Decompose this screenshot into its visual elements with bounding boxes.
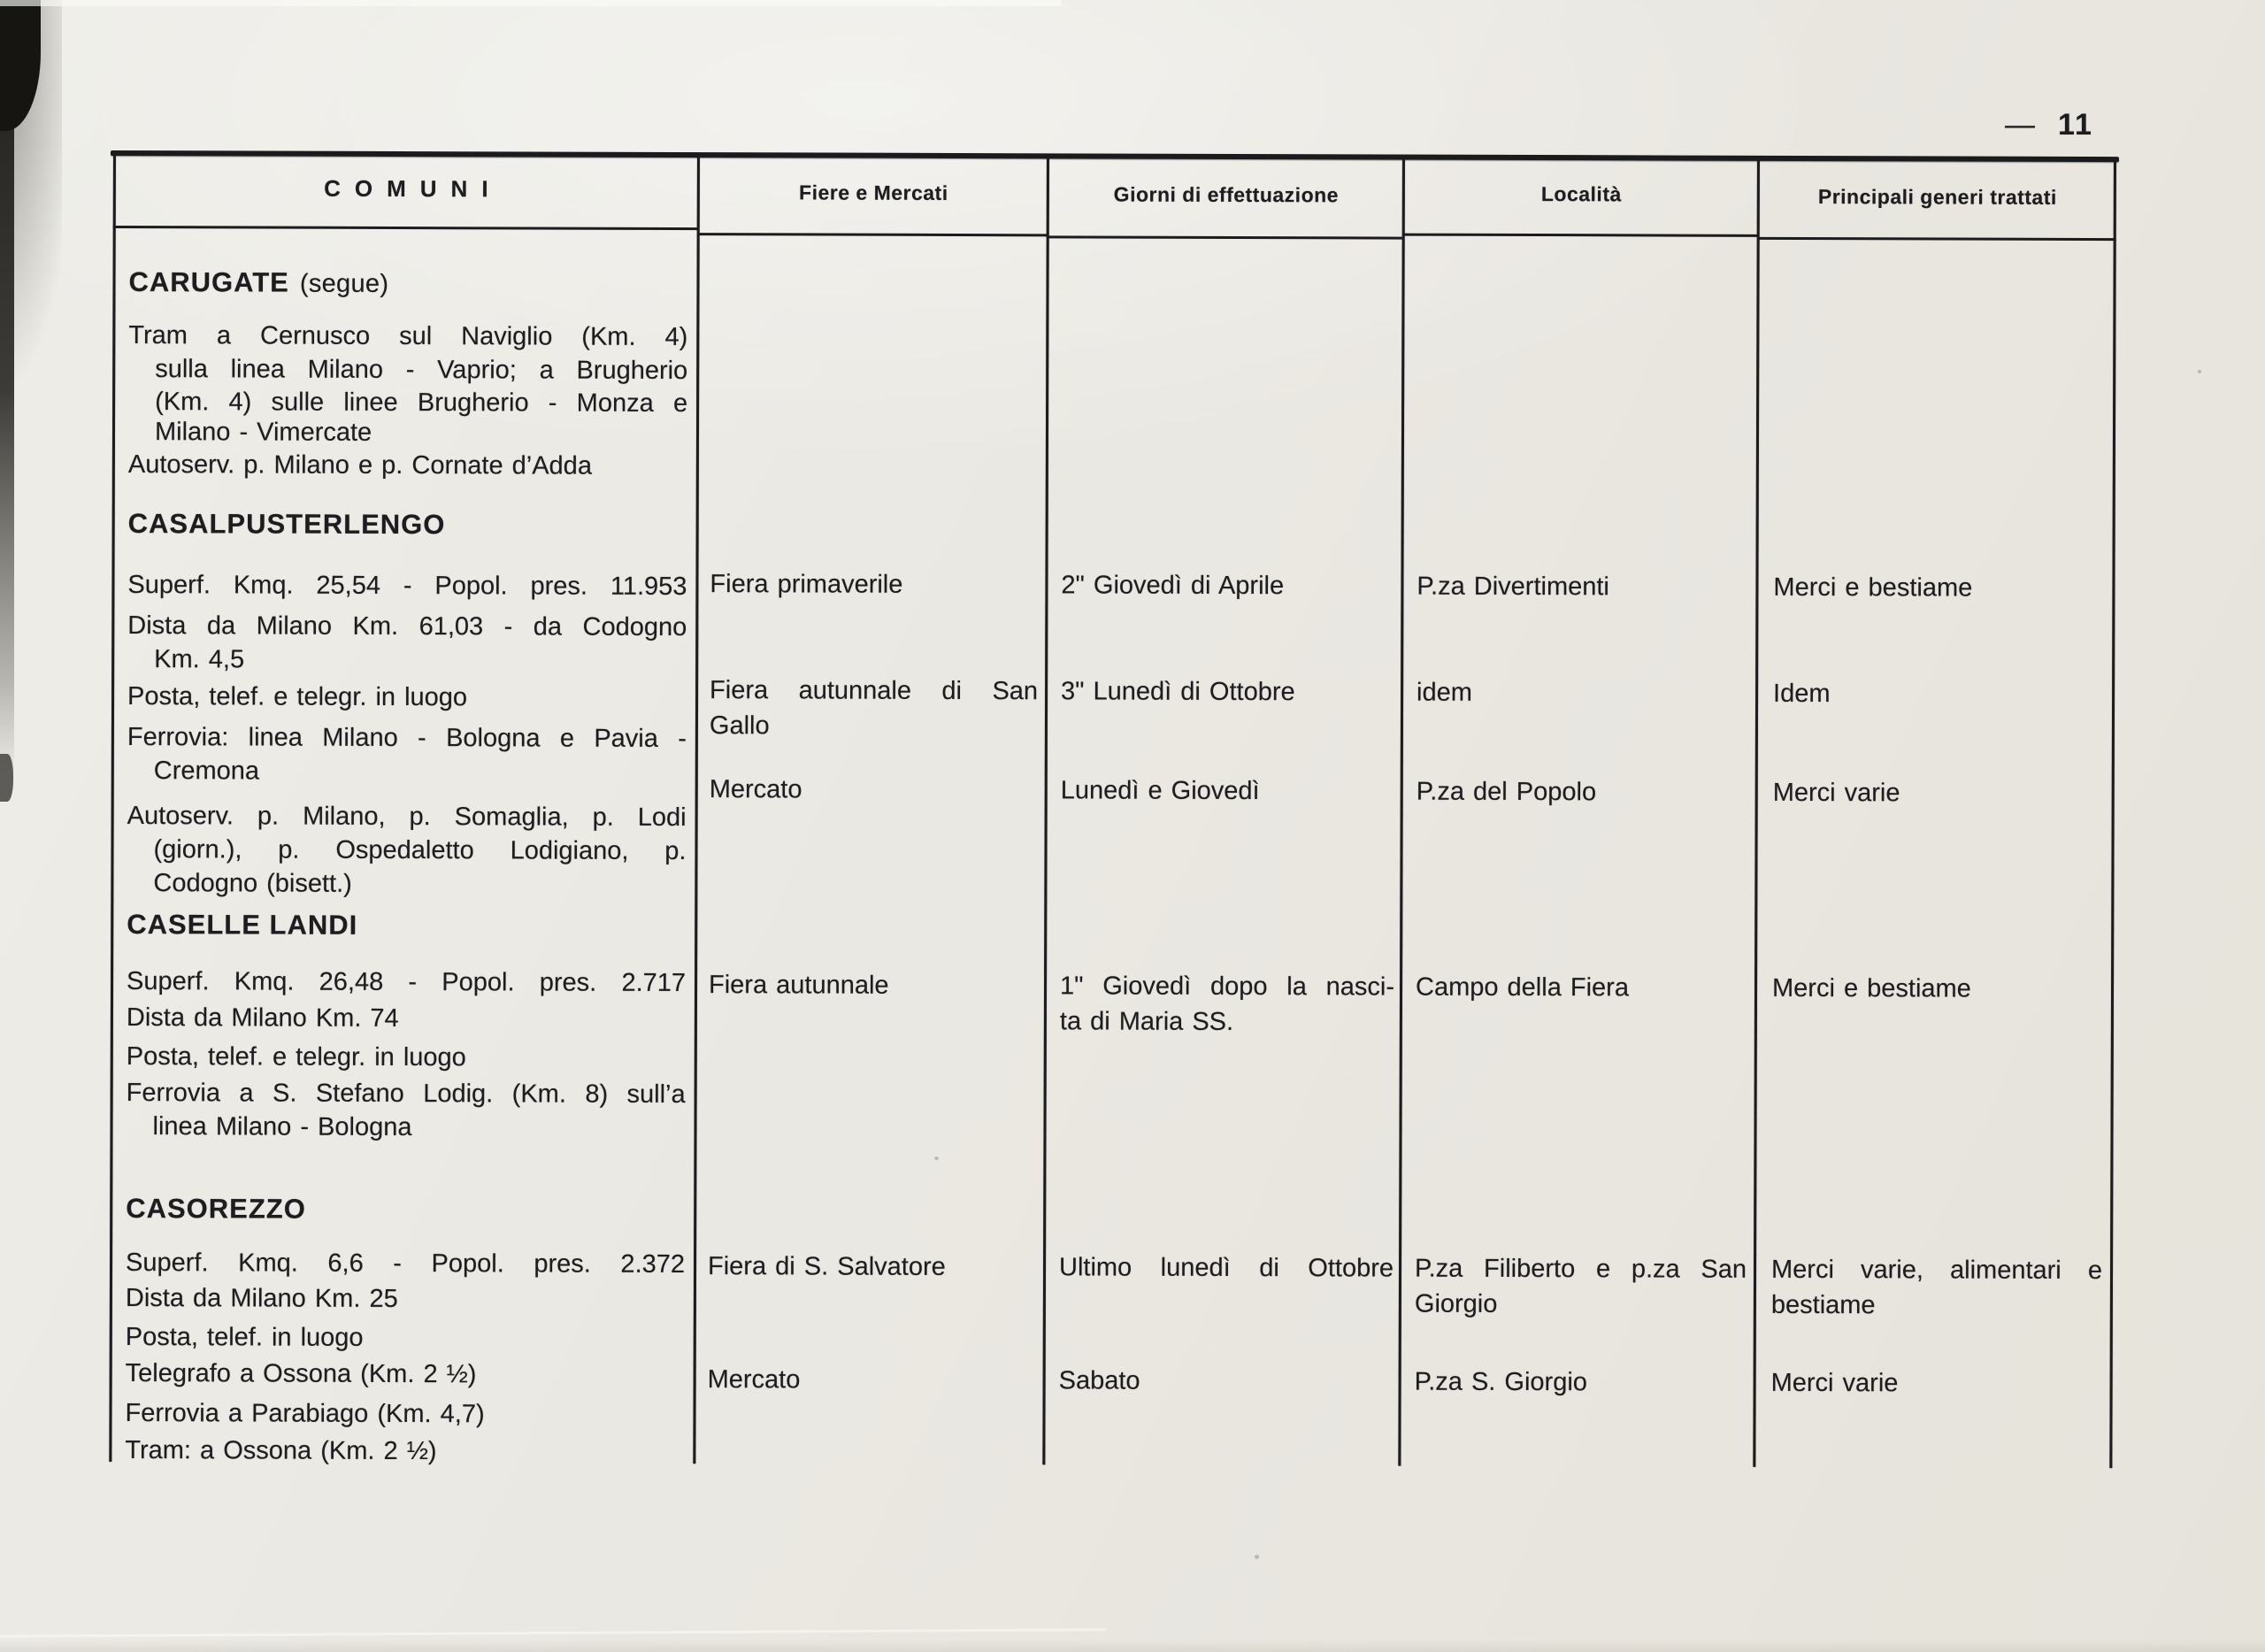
cell-line-localita: P.za Divertimenti (1417, 572, 1609, 602)
table-column-rule (1753, 158, 1760, 1467)
comune-heading (127, 909, 357, 941)
column-header-generi (1759, 156, 2116, 241)
cell-line-giorni: 1" Giovedì dopo la nasci- (1059, 972, 1395, 1002)
column-header-giorni (1048, 153, 1404, 239)
cell-line-localita: Campo della Fiera (1415, 972, 1630, 1003)
comune-note: (segue) (299, 269, 389, 298)
comune-info-line: Autoserv. p. Milano, p. Somaglia, p. Lodi (127, 802, 687, 833)
comune-heading (128, 266, 388, 299)
page-number-value: 11 (2058, 108, 2093, 142)
comune-info-line: Superf. Kmq. 25,54 - Popol. pres. 11.953 (127, 571, 687, 602)
comune-name: CARUGATE (128, 266, 289, 298)
column-header-label: Giorni di effettuazione (1113, 182, 1340, 207)
comune-info-line: linea Milano - Bologna (152, 1112, 412, 1142)
comune-info-line: Posta, telef. e telegr. in luogo (127, 682, 468, 712)
page-number-dash: — (2005, 108, 2037, 142)
cell-line-giorni: 3" Lunedì di Ottobre (1061, 677, 1295, 707)
cell-line-localita: idem (1417, 678, 1472, 707)
column-header-label: COMUNI (324, 174, 503, 203)
cell-line-generi: bestiame (1770, 1290, 1876, 1320)
cell-line-generi: Idem (1773, 679, 1831, 709)
table-left-rule (109, 153, 116, 1462)
comune-info-line: (Km. 4) sulle linee Brugherio - Monza e (155, 388, 688, 419)
comune-info-line: Telegrafo a Ossona (Km. 2 ½) (125, 1359, 477, 1389)
column-header-fiere-mercati (699, 152, 1048, 236)
comune-name: CASALPUSTERLENGO (127, 508, 446, 541)
comune-name: CASOREZZO (126, 1193, 306, 1225)
comune-info-line: Ferrovia a Parabiago (Km. 4,7) (125, 1399, 485, 1429)
cell-line-giorni: Sabato (1058, 1366, 1140, 1395)
cell-line-fiera: Mercato (709, 775, 802, 804)
scan-bottom-shade (0, 1640, 2265, 1652)
comune-info-line: Milano - Vimercate (154, 418, 372, 447)
cell-line-localita: P.za del Popolo (1416, 777, 1597, 807)
cell-line-generi: Merci e bestiame (1771, 973, 1971, 1003)
comune-info-line: Superf. Kmq. 6,6 - Popol. pres. 2.372 (126, 1249, 686, 1279)
comune-info-line: Tram: a Ossona (Km. 2 ½) (125, 1436, 437, 1466)
cell-line-giorni: Lunedì e Giovedì (1060, 776, 1260, 806)
scan-speck (1255, 1555, 1259, 1559)
cell-line-giorni: Ultimo lunedì di Ottobre (1058, 1253, 1394, 1283)
page-number (2005, 108, 2093, 142)
comune-info-line: Ferrovia: linea Milano - Bologna e Pavia - (127, 723, 687, 754)
comune-info-line: Dista da Milano Km. 61,03 - da Codogno (127, 611, 687, 642)
cell-line-localita: P.za S. Giorgio (1414, 1367, 1587, 1397)
comune-name: CASELLE LANDI (127, 909, 358, 941)
cell-line-localita: Giorgio (1414, 1289, 1498, 1318)
comune-info-line: Posta, telef. e telegr. in luogo (126, 1042, 466, 1072)
column-header-label: Località (1540, 182, 1622, 206)
cell-line-localita: P.za Filiberto e p.za San (1414, 1254, 1747, 1284)
comune-info-line: Superf. Kmq. 26,48 - Popol. pres. 2.717 (126, 967, 687, 998)
cell-line-fiera: Fiera autunnale (708, 971, 889, 1000)
comune-heading (128, 508, 446, 541)
table-right-rule (2109, 159, 2116, 1468)
scan-top-edge (0, 0, 1062, 6)
table-column-rule (693, 155, 700, 1464)
comune-info-line: Posta, telef. in luogo (125, 1323, 364, 1352)
cell-line-fiera: Fiera autunnale di San (710, 676, 1039, 706)
comune-info-line: Codogno (bisett.) (153, 869, 352, 898)
comune-info-line: Ferrovia a S. Stefano Lodig. (Km. 8) sull’a (126, 1079, 686, 1110)
comune-info-line: Autoserv. p. Milano e p. Cornate d’Adda (127, 450, 593, 480)
comune-info-line: Cremona (153, 757, 260, 786)
cell-line-fiera: Fiera di S. Salvatore (707, 1252, 946, 1281)
table-column-rule (1398, 158, 1405, 1466)
cell-line-giorni: ta di Maria SS. (1059, 1007, 1234, 1036)
column-header-comuni (113, 150, 699, 230)
cell-line-fiera: Mercato (707, 1365, 801, 1395)
cell-line-generi: Merci varie (1772, 778, 1900, 808)
comune-info-line: Tram a Cernusco sul Naviglio (Km. 4) (128, 321, 688, 352)
scan-speck (2198, 370, 2201, 373)
comune-info-line: Dista da Milano Km. 74 (126, 1003, 399, 1033)
comune-heading (126, 1193, 306, 1226)
scan-bottom-edge (0, 1628, 1106, 1638)
cell-line-giorni: 2" Giovedì di Aprile (1061, 571, 1285, 601)
comune-info-line: sulla linea Milano - Vaprio; a Brugherio (155, 355, 688, 386)
cell-line-generi: Merci varie, alimentari e (1770, 1255, 2103, 1286)
cell-line-generi: Merci varie (1770, 1368, 1899, 1398)
comune-info-line: (giorn.), p. Ospedaletto Lodigiano, p. (153, 835, 687, 866)
column-header-localita (1404, 155, 1759, 237)
cell-line-fiera: Fiera primaverile (710, 570, 903, 599)
table-column-rule (1042, 156, 1049, 1464)
column-header-label: Principali generi trattati (1817, 184, 2057, 209)
comune-info-line: Km. 4,5 (154, 645, 245, 674)
scan-edge-notch (0, 754, 13, 802)
comune-info-line: Dista da Milano Km. 25 (125, 1284, 398, 1314)
cell-line-generi: Merci e bestiame (1773, 572, 1973, 603)
cell-line-fiera: Gallo (709, 711, 770, 741)
column-header-label: Fiere e Mercati (799, 181, 948, 204)
fairs-markets-table (109, 150, 2116, 1468)
